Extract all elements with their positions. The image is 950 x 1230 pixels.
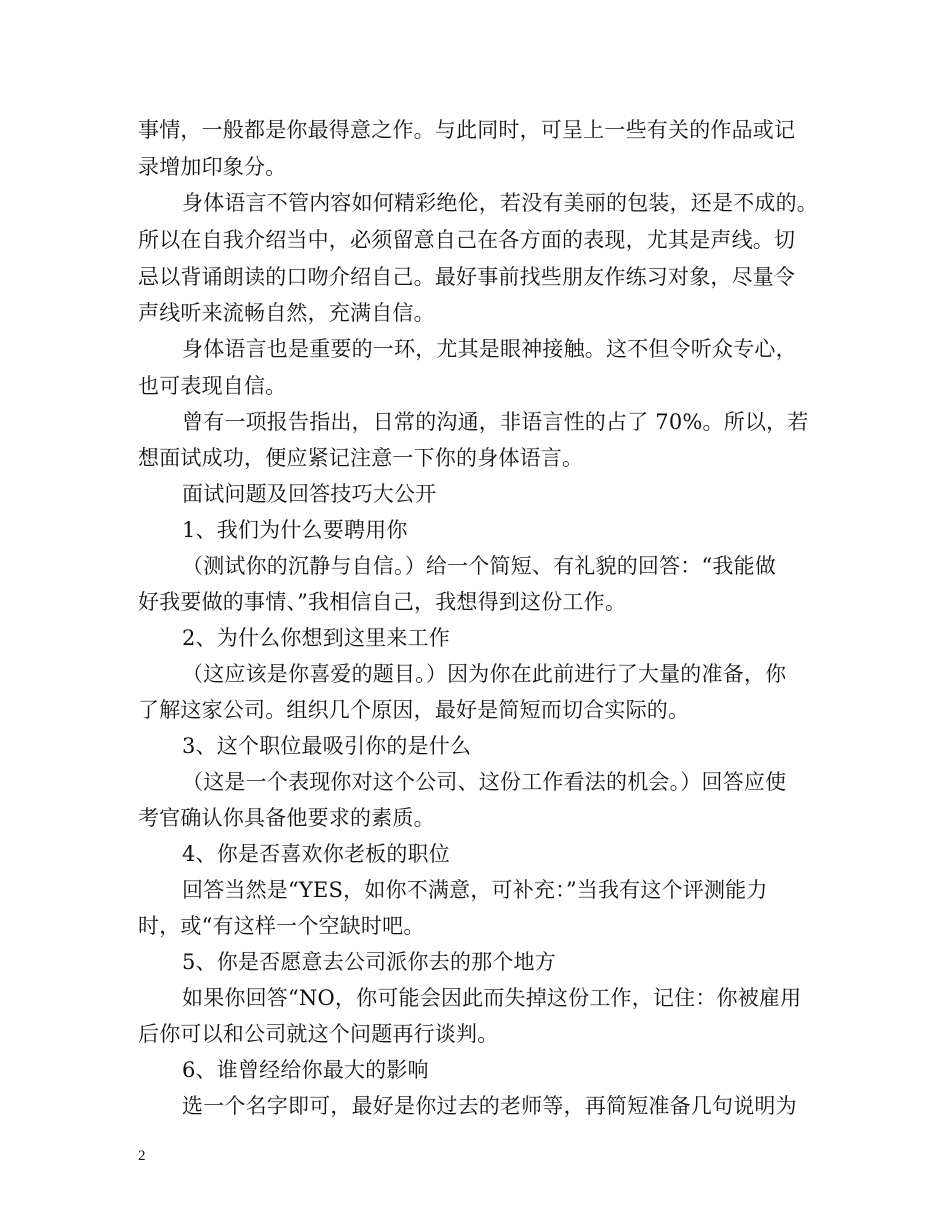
text-line: 选一个名字即可，最好是你过去的老师等，再简短准备几句说明为 <box>182 1094 797 1118</box>
text-line: 想面试成功，便应紧记注意一下你的身体语言。 <box>138 446 584 470</box>
text-line: 也可表现自信。 <box>138 374 287 398</box>
text-line: 了解这家公司。组织几个原因，最好是简短而切合实际的。 <box>138 698 690 722</box>
text-line: 时，或“有这样一个空缺时吧。 <box>138 914 425 938</box>
text-line: 后你可以和公司就这个问题再行谈判。 <box>138 1022 499 1046</box>
text-line: （测试你的沉静与自信。）给一个简短、有礼貌的回答：“我能做 <box>182 554 777 578</box>
text-line: 事情，一般都是你最得意之作。与此同时，可呈上一些有关的作品或记 <box>138 118 796 142</box>
text-line: 忌以背诵朗读的口吻介绍自己。最好事前找些朋友作练习对象，尽量令 <box>138 265 796 289</box>
text-line: （这是一个表现你对这个公司、这份工作看法的机会。）回答应使 <box>182 770 787 794</box>
section-heading: 面试问题及回答技巧大公开 <box>182 482 437 506</box>
question-heading: 5、你是否愿意去公司派你去的那个地方 <box>182 950 556 974</box>
text-line: 曾有一项报告指出，日常的沟通，非语言性的占了 70%。所以，若 <box>182 410 809 434</box>
question-heading: 3、这个职位最吸引你的是什么 <box>182 734 472 758</box>
question-heading: 2、为什么你想到这里来工作 <box>182 626 450 650</box>
text-line: （这应该是你喜爱的题目。）因为你在此前进行了大量的准备，你 <box>182 662 787 686</box>
text-line: 录增加印象分。 <box>138 155 287 179</box>
question-heading: 4、你是否喜欢你老板的职位 <box>182 842 450 866</box>
text-line: 声线听来流畅自然，充满自信。 <box>138 301 435 325</box>
text-line: 身体语言不管内容如何精彩绝伦，若没有美丽的包装，还是不成的。 <box>182 191 818 215</box>
question-heading: 1、我们为什么要聘用你 <box>182 518 408 542</box>
page-number: 2 <box>138 1148 146 1164</box>
text-line: 好我要做的事情、”我相信自己，我想得到这份工作。 <box>138 590 627 614</box>
text-line: 考官确认你具备他要求的素质。 <box>138 806 435 830</box>
question-heading: 6、谁曾经给你最大的影响 <box>182 1058 429 1082</box>
text-line: 所以在自我介绍当中，必须留意自己在各方面的表现，尤其是声线。切 <box>138 228 796 252</box>
text-line: 如果你回答“NO，你可能会因此而失掉这份工作，记住：你被雇用 <box>182 986 802 1010</box>
text-line: 身体语言也是重要的一环，尤其是眼神接触。这不但令听众专心， <box>182 337 797 361</box>
text-line: 回答当然是“YES，如你不满意，可补充：”当我有这个评测能力 <box>182 878 768 902</box>
